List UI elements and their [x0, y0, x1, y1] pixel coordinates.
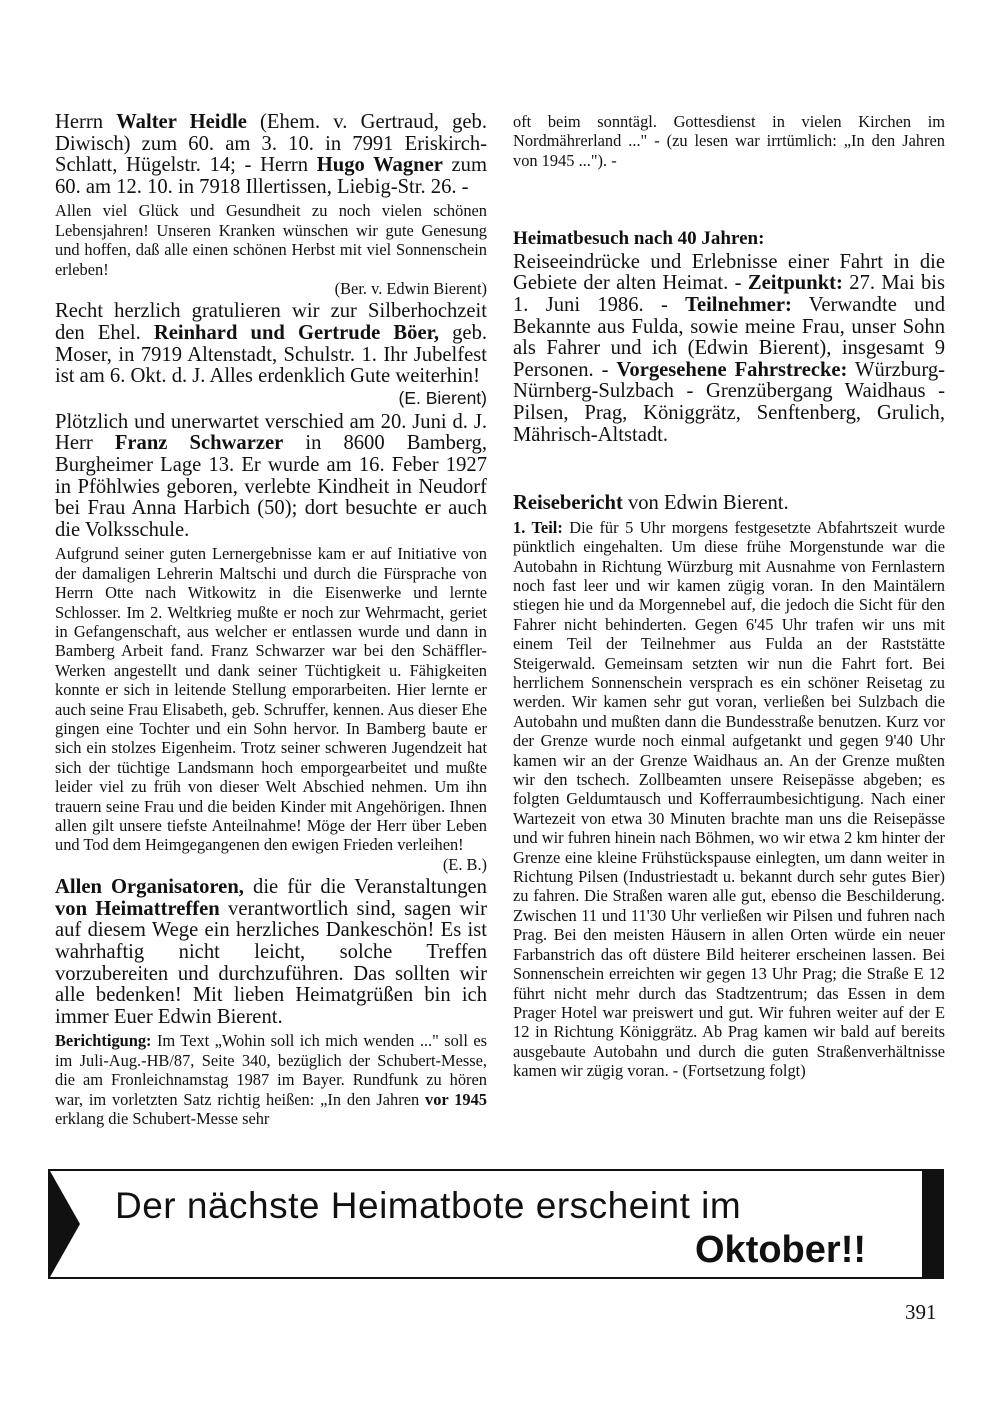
triangle-marker-icon — [50, 1171, 80, 1277]
obituary-intro: Plötzlich und unerwartet verschied am 20. Juni d. J. Herr Franz Schwarzer in 8600 Bamberg, Burgheimer Lage 13. Er wurde am 16. Feber 1927 in Pföhlwies geboren, verlebte Kindheit in Neudorf bei Frau Anna Harbich (50); dort besuchte er auch die Volksschule. — [55, 410, 487, 541]
banner-line-1: Der nächste Heimatbote erscheint im — [115, 1185, 742, 1226]
silver-wedding-notice: Recht herzlich gratulieren wir zur Silberhochzeit den Ehel. Reinhard und Gertrude Böer, geb. Moser, in 7919 Altenstadt, Schulstr. 1. Ihr Jubelfest ist am 6. Okt. d. J. Alles erdenklich Gute weiterhin! — [55, 300, 488, 388]
silver-wedding-signature: (E. Bierent) — [398, 387, 487, 408]
banner-black-bar — [922, 1171, 942, 1277]
birthday-notice: Herrn Walter Heidle (Ehem. v. Gertraud, geb. Diwisch) zum 60. am 3. 10. in 7991 Eriskirch-Schlatt, Hügelstr. 14; - Herrn Hugo Wagner zum 60. am 12. 10. in 7918 Illertissen, Liebig-Str. 26. - — [55, 111, 487, 198]
trip-summary: Reiseeindrücke und Erlebnisse einer Fahrt in die Gebiete der alten Heimat. - Zeitpunkt: 27. Mai bis 1. Juni 1986. - Teilnehmer: Verwandte und Bekannte aus Fulda, sowie meine Frau, unser Sohn als Fahrer und ich (Edwin Bierent), insgesamt 9 Personen. - Vorgesehene Fahrstrecke: Würzburg-Nürnberg-Sulzbach - Grenzübergang Waidhaus - Pilsen, Prag, Königgrätz, Senftenberg, Grulich, Mährisch-Altstadt. — [513, 250, 946, 446]
next-issue-banner — [48, 1169, 944, 1279]
obituary-body: Aufgrund seiner guten Lernergebnisse kam er auf Initiative von der damaligen Lehrerin Maltschi und durch die Fürsprache von Herrn Otte nach Witkowitz in die Eisenwerke und lernte Schlosser. Im 2. Weltkrieg mußte er noch zur Wehrmacht, geriet in Gefangenschaft, aus welcher er entlassen wurde und dann in Bamberg Arbeit fand. Franz Schwarzer war bei den Schäffler-Werken angestellt und dank seiner Tüchtigkeit u. Fähigkeiten konnte er sich in leitende Stellung emporarbeiten. Hier lernte er auch seine Frau Elisabeth, geb. Schruffer, kennen. Aus dieser Ehe gingen eine Tochter und ein Sohn hervor. In Bamberg baute er sich ein stolzes Eigenheim. Trotz seiner schweren Jugendzeit hat sich der tüchtige Landsmann hoch emporgearbeitet und mußte leider viel zu früh von dieser Welt Abschied nehmen. Um ihn trauern seine Frau und die beiden Kinder mit Angehörigen. Ihnen allen gilt unsere tiefste Anteilnahme! Möge der Herr über Leben und Tod dem Heimgegangenen den ewigen Frieden verleihen! — [55, 544, 487, 855]
correction-continued: oft beim sonntägl. Gottesdienst in vielen Kirchen im Nordmährerland ..." - (zu lesen war irrtümlich: „In den Jahren von 1945 ..."). - — [513, 112, 945, 170]
wishes-signature: (Ber. v. Edwin Bierent) — [334, 279, 487, 298]
travel-report-title: Reisebericht von Edwin Bierent. — [513, 492, 789, 515]
section-heading-heimatbesuch: Heimatbesuch nach 40 Jahren: — [513, 228, 765, 250]
wishes-paragraph: Allen viel Glück und Gesundheit zu noch vielen schönen Lebensjahren! Unseren Kranken wünschen wir gute Genesung und hoffen, daß alle einen schönen Herbst mit viel Sonnenschein erleben! — [55, 201, 487, 279]
obituary-signature: (E. B.) — [442, 854, 487, 874]
correction-paragraph: Berichtigung: Im Text „Wohin soll ich mich wenden ..." soll es im Juli-Aug.-HB/87, Seite 340, bezüglich der Schubert-Messe, die am Fronleichnamstag 1987 im Bayer. Rundfunk zu hören war, im vorletzten Satz richtig heißen: „In den Jahren vor 1945 erklang die Schubert-Messe sehr — [55, 1031, 488, 1129]
banner-line-2: Oktober!! — [695, 1229, 866, 1271]
thanks-organizers: Allen Organisatoren, die für die Veranstaltungen von Heimattreffen verantwortlich sind, sagen wir auf diesem Wege ein herzliches Dankeschön! Es ist wahrhaftig nicht leicht, solche Treffen vorzubereiten und durchzuführen. Das sollten wir alle bedenken! Mit lieben Heimatgrüßen bin ich immer Euer Edwin Bierent. — [55, 876, 487, 1028]
page-number: 391 — [905, 1300, 937, 1324]
left-column — [55, 112, 487, 1131]
travel-report-part1: 1. Teil: Die für 5 Uhr morgens festgesetzte Abfahrtszeit wurde pünktlich eingehalten. Um diese frühe Morgenstunde war die Autobahn in Richtung Würzburg mit Ausnahme von Fernlastern noch fast leer und wir kamen zügig voran. In den Maintälern stiegen hie und da Morgennebel auf, die jedoch die Sicht für den Fahrer nicht behinderten. Gegen 6'45 Uhr trafen wir uns mit einem Teil der Teilnehmer aus Fulda an der Raststätte Steigerwald. Gemeinsam setzten wir nun die Fahrt fort. Bei herrlichem Sonnenschein versprach es ein schöner Reisetag zu werden. Wir kamen sehr gut voran, verließen bei Sulzbach die Autobahn und mußten dann die Bundesstraße benutzen. Kurz vor der Grenze wurde noch einmal aufgetankt und gegen 9'40 Uhr kamen wir an der Grenze Waidhaus an. An der Grenze mußten wir den tschech. Zollbeamten unsere Reisepässe abgeben; es folgten Geldumtausch und Kofferraumbesichtigung. Nach einer Wartezeit von etwa 30 Minuten brachte man uns die Reisepässe und wir fuhren hinein nach Böhmen, wo wir etwa 2 km hinter der Grenze eine kleine Frühstückspause einlegten, um dann weiter in Richtung Pilsen (Industriestadt u. bekannt durch sehr gutes Bier) zu fahren. Die Straßen waren alle gut, ebenso die Beschilderung. Zwischen 11 und 11'30 Uhr verließen wir Pilsen und fuhren nach Prag. Bei den meisten Häusern in allen Orten würde ein neuer Farbanstrich das oft düstere Bild heiterer erscheinen lassen. Bei Sonnenschein erreichten wir gegen 13 Uhr Prag; die Straße E 12 führt nicht mehr durch das Stadtzentrum; das Essen in dem Prager Hotel war preiswert und gut. Wir fuhren weiter auf der E 12 in Richtung Königgrätz. Ab Prag kamen wir bald auf bereits ausgebaute Autobahn und durch die guten Straßenverhältnisse kamen wir zügig voran. - (Fortsetzung folgt) — [513, 517, 945, 1081]
right-column — [513, 112, 945, 1084]
